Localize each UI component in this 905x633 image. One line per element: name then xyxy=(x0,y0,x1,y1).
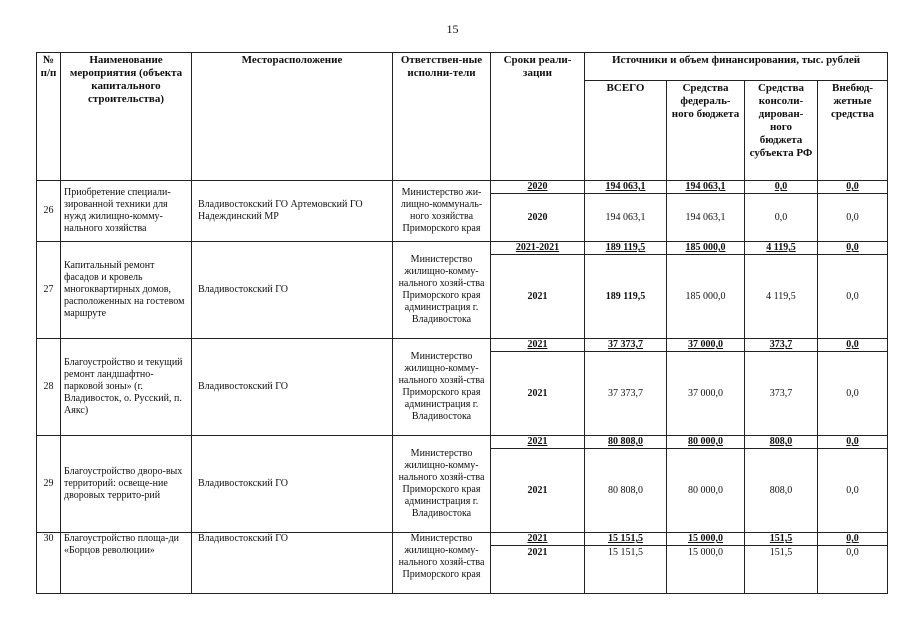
row-number: 26 xyxy=(37,181,61,242)
summary-total: 189 119,5 xyxy=(585,242,667,255)
event-name: Благоустройство и текущий ремонт ландшафтно-парковой зоны» (г. Владивосток, о. Русский, п. Аякс) xyxy=(61,339,192,436)
detail-regional: 808,0 xyxy=(745,449,818,533)
summary-federal: 185 000,0 xyxy=(667,242,745,255)
row-number: 29 xyxy=(37,436,61,533)
detail-federal: 80 000,0 xyxy=(667,449,745,533)
detail-regional: 4 119,5 xyxy=(745,255,818,339)
detail-total: 189 119,5 xyxy=(585,255,667,339)
summary-regional: 4 119,5 xyxy=(745,242,818,255)
summary-extra: 0,0 xyxy=(818,533,888,546)
summary-total: 80 808,0 xyxy=(585,436,667,449)
event-responsible: Министерство жилищно-комму-нального хозяй-ства Приморского края администрация г. Владивостока xyxy=(393,436,491,533)
detail-extra: 0,0 xyxy=(818,255,888,339)
detail-total: 80 808,0 xyxy=(585,449,667,533)
detail-federal: 185 000,0 xyxy=(667,255,745,339)
header-total: ВСЕГО xyxy=(585,81,667,181)
detail-total: 15 151,5 xyxy=(585,546,667,594)
row-number: 30 xyxy=(37,533,61,594)
summary-extra: 0,0 xyxy=(818,436,888,449)
event-name: Благоустройство площа-ди «Борцов революции» xyxy=(61,533,192,594)
detail-federal: 37 000,0 xyxy=(667,352,745,436)
event-responsible: Министерство жилищно-комму-нального хозяй-ства Приморского края xyxy=(393,533,491,594)
summary-regional: 151,5 xyxy=(745,533,818,546)
detail-regional: 151,5 xyxy=(745,546,818,594)
event-name: Благоустройство дворо-вых территорий: освеще-ние дворовых террито-рий xyxy=(61,436,192,533)
table-row-summary xyxy=(37,436,888,449)
row-number: 28 xyxy=(37,339,61,436)
header-terms: Сроки реали-зации xyxy=(491,53,585,181)
summary-total: 194 063,1 xyxy=(585,181,667,194)
summary-total: 15 151,5 xyxy=(585,533,667,546)
table-row-summary xyxy=(37,339,888,352)
detail-extra: 0,0 xyxy=(818,546,888,594)
header-regional: Средства консоли-дирован-ного бюджета субъекта РФ xyxy=(745,81,818,181)
detail-regional: 373,7 xyxy=(745,352,818,436)
row-number: 27 xyxy=(37,242,61,339)
event-responsible: Министерство жилищно-комму-нального хозяй-ства Приморского края администрация г. Владивостока xyxy=(393,339,491,436)
header-responsible: Ответствен-ные исполни-тели xyxy=(393,53,491,181)
event-location: Владивостокский ГО xyxy=(192,533,393,594)
event-responsible: Министерство жи-лищно-коммуналь-ного хозяйства Приморского края xyxy=(393,181,491,242)
detail-terms: 2021 xyxy=(491,255,585,339)
event-name: Приобретение специали-зированной техники для нужд жилищно-комму-нального хозяйства xyxy=(61,181,192,242)
event-location: Владивостокский ГО xyxy=(192,339,393,436)
summary-federal: 15 000,0 xyxy=(667,533,745,546)
detail-terms: 2021 xyxy=(491,449,585,533)
financing-table xyxy=(36,52,888,594)
detail-total: 194 063,1 xyxy=(585,194,667,242)
table-row-summary xyxy=(37,181,888,194)
summary-total: 37 373,7 xyxy=(585,339,667,352)
summary-terms: 2021 xyxy=(491,533,585,546)
detail-federal: 15 000,0 xyxy=(667,546,745,594)
detail-federal: 194 063,1 xyxy=(667,194,745,242)
page-number: 15 xyxy=(446,22,459,36)
table-row-summary xyxy=(37,533,888,546)
event-location: Владивостокский ГО Артемовский ГО Надеждинский МР xyxy=(192,181,393,242)
detail-regional: 0,0 xyxy=(745,194,818,242)
event-responsible: Министерство жилищно-комму-нального хозяй-ства Приморского края администрация г. Владивостока xyxy=(393,242,491,339)
table-row-summary xyxy=(37,242,888,255)
detail-terms: 2021 xyxy=(491,546,585,594)
summary-regional: 0,0 xyxy=(745,181,818,194)
detail-extra: 0,0 xyxy=(818,449,888,533)
summary-terms: 2021 xyxy=(491,339,585,352)
summary-regional: 373,7 xyxy=(745,339,818,352)
header-name: Наименование мероприятия (объекта капитального строительства) xyxy=(61,53,192,181)
detail-total: 37 373,7 xyxy=(585,352,667,436)
summary-terms: 2021 xyxy=(491,436,585,449)
summary-regional: 808,0 xyxy=(745,436,818,449)
event-name: Капитальный ремонт фасадов и кровель многоквартирных домов, расположенных на гостевом маршруте xyxy=(61,242,192,339)
header-funding-group: Источники и объем финансирования, тыс. рублей xyxy=(585,53,888,81)
summary-terms: 2021-2021 xyxy=(491,242,585,255)
header-row-top xyxy=(37,53,888,81)
header-extra: Внебюд-жетные средства xyxy=(818,81,888,181)
summary-extra: 0,0 xyxy=(818,181,888,194)
detail-terms: 2020 xyxy=(491,194,585,242)
detail-extra: 0,0 xyxy=(818,194,888,242)
detail-terms: 2021 xyxy=(491,352,585,436)
header-federal: Средства федераль-ного бюджета xyxy=(667,81,745,181)
event-location: Владивостокский ГО xyxy=(192,242,393,339)
summary-extra: 0,0 xyxy=(818,339,888,352)
summary-federal: 194 063,1 xyxy=(667,181,745,194)
summary-federal: 37 000,0 xyxy=(667,339,745,352)
detail-extra: 0,0 xyxy=(818,352,888,436)
event-location: Владивостокский ГО xyxy=(192,436,393,533)
summary-terms: 2020 xyxy=(491,181,585,194)
summary-extra: 0,0 xyxy=(818,242,888,255)
header-location: Месторасположение xyxy=(192,53,393,181)
summary-federal: 80 000,0 xyxy=(667,436,745,449)
header-no: № п/п xyxy=(37,53,61,181)
